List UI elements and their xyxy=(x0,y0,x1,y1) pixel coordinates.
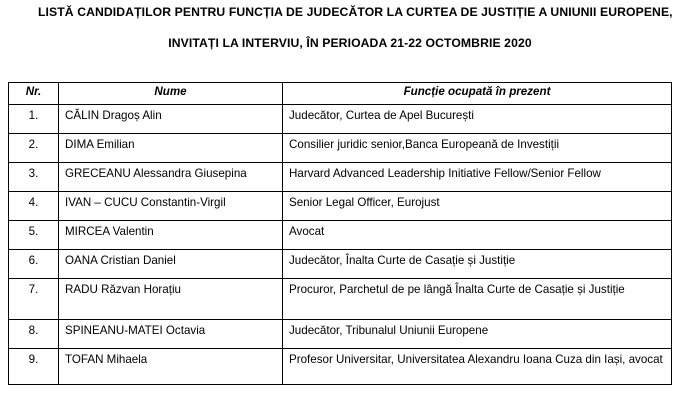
cell-nume: GRECEANU Alessandra Giusepina xyxy=(59,163,283,192)
table-header-row xyxy=(9,83,672,105)
cell-functie: Judecător, Tribunalul Uniunii Europene xyxy=(283,320,672,349)
cell-nr: 7. xyxy=(9,279,59,320)
cell-nr: 5. xyxy=(9,221,59,250)
cell-functie: Procuror, Parchetul de pe lângă Înalta Curte de Casație și Justiție xyxy=(283,279,672,320)
cell-functie: Judecător, Curtea de Apel București xyxy=(283,105,672,134)
table-row xyxy=(9,250,672,279)
header-functie: Funcție ocupată în prezent xyxy=(283,83,672,105)
table-row xyxy=(9,221,672,250)
cell-functie: Avocat xyxy=(283,221,672,250)
cell-nume: TOFAN Mihaela xyxy=(59,349,283,385)
cell-functie: Harvard Advanced Leadership Initiative Fellow/Senior Fellow xyxy=(283,163,672,192)
cell-nr: 2. xyxy=(9,134,59,163)
table-row xyxy=(9,192,672,221)
table-row xyxy=(9,105,672,134)
cell-nr: 4. xyxy=(9,192,59,221)
cell-nr: 1. xyxy=(9,105,59,134)
cell-functie: Senior Legal Officer, Eurojust xyxy=(283,192,672,221)
cell-nr: 6. xyxy=(9,250,59,279)
table-row xyxy=(9,349,672,385)
cell-nr: 3. xyxy=(9,163,59,192)
cell-nume: OANA Cristian Daniel xyxy=(59,250,283,279)
header-nume: Nume xyxy=(59,83,283,105)
candidates-table xyxy=(8,82,672,385)
cell-nume: SPINEANU-MATEI Octavia xyxy=(59,320,283,349)
cell-nume: DIMA Emilian xyxy=(59,134,283,163)
cell-nume: CĂLIN Dragoș Alin xyxy=(59,105,283,134)
table-row xyxy=(9,320,672,349)
cell-nr: 8. xyxy=(9,320,59,349)
cell-nume: IVAN – CUCU Constantin-Virgil xyxy=(59,192,283,221)
cell-functie: Profesor Universitar, Universitatea Alexandru Ioana Cuza din Iași, avocat xyxy=(283,349,672,385)
cell-nume: RADU Răzvan Horațiu xyxy=(59,279,283,320)
header-nr: Nr. xyxy=(9,83,59,105)
document-title-line-2: INVITAȚI LA INTERVIU, ÎN PERIOADA 21-22 OCTOMBRIE 2020 xyxy=(168,36,532,50)
cell-nume: MIRCEA Valentin xyxy=(59,221,283,250)
cell-functie: Judecător, Înalta Curte de Casație și Justiție xyxy=(283,250,672,279)
table-row xyxy=(9,163,672,192)
cell-nr: 9. xyxy=(9,349,59,385)
table-row xyxy=(9,279,672,320)
cell-functie: Consilier juridic senior,Banca Europeană de Investiții xyxy=(283,134,672,163)
document-title-line-1: LISTĂ CANDIDAȚILOR PENTRU FUNCȚIA DE JUDECĂTOR LA CURTEA DE JUSTIȚIE A UNIUNII EUROPENE, xyxy=(38,5,673,19)
table-row xyxy=(9,134,672,163)
